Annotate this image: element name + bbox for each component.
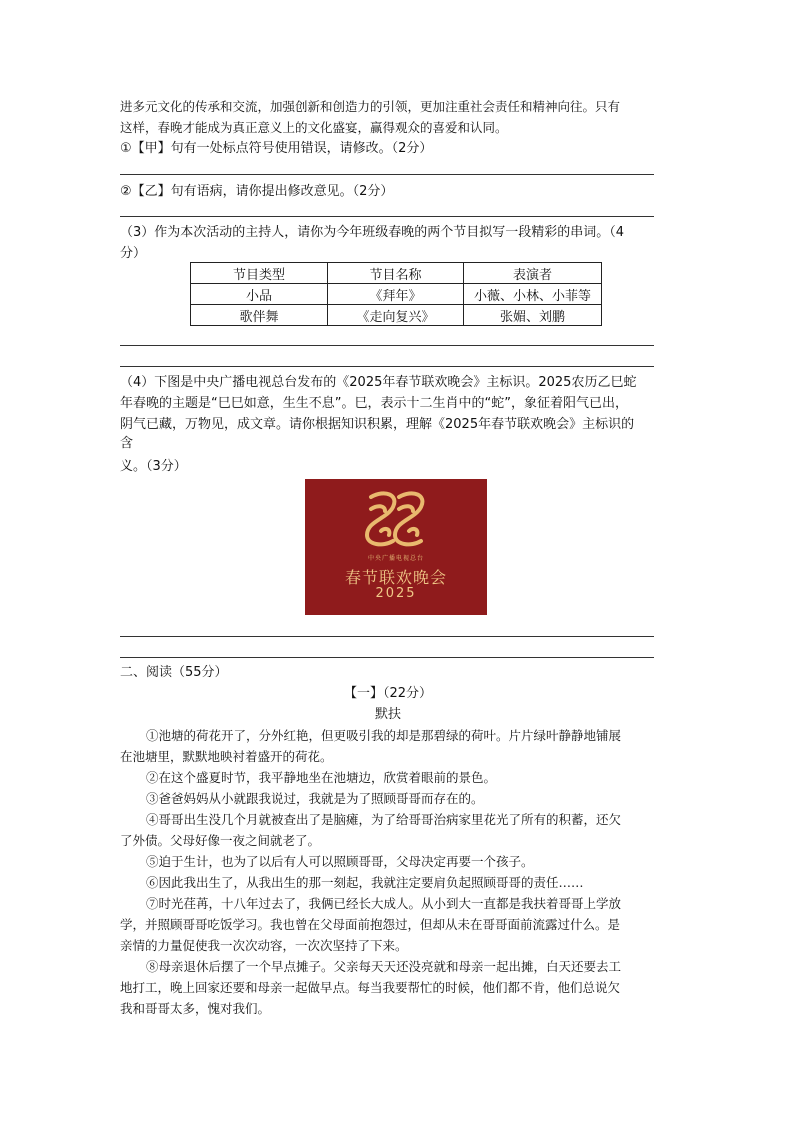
question-4-cont: 含 <box>120 436 134 451</box>
table-header: 节目类型 <box>191 263 328 284</box>
paragraph-line: ①池塘的荷花开了，分外红艳，但更吸引我的却是那碧绿的荷叶。片片绿叶静静地铺展 <box>146 728 622 743</box>
paragraph-line: ④哥哥出生没几个月就被查出了是脑瘫，为了给哥哥治病家里花光了所有的积蓄，还欠 <box>146 812 622 827</box>
paragraph-line: ⑤迫于生计，也为了以后有人可以照顾哥哥，父母决定再要一个孩子。 <box>146 854 534 869</box>
question-2: ②【乙】句有语病，请你提出修改意见。（2分） <box>120 184 394 199</box>
table-row <box>191 305 602 326</box>
paragraph-line: ⑧母亲退休后摆了一个早点摊子。父亲每天天还没亮就和母亲一起出摊，白天还要去工 <box>146 959 622 974</box>
question-1: ①【甲】句有一处标点符号使用错误，请修改。（2分） <box>120 141 433 156</box>
answer-line <box>120 216 654 217</box>
question-4-cont: 义。（3分） <box>120 459 187 474</box>
paragraph-line: ⑥因此我出生了，从我出生的那一刻起，我就注定要肩负起照顾哥哥的责任…… <box>146 875 584 890</box>
passage-line: 进多元文化的传承和交流，加强创新和创造力的引领，更加注重社会责任和精神向往。只有 <box>120 99 621 114</box>
table-cell: 歌伴舞 <box>191 305 328 326</box>
passage-title: 默扶 <box>374 707 401 722</box>
logo-gala-text: 春节联欢晚会 <box>344 568 447 587</box>
answer-line <box>120 657 654 658</box>
table-header: 表演者 <box>464 263 602 284</box>
table-cell: 张媚、刘鹏 <box>464 305 602 326</box>
table-cell: 《走向复兴》 <box>328 305 464 326</box>
program-table <box>190 262 602 326</box>
question-4: （4）下图是中央广播电视总台发布的《2025年春节联欢晚会》主标识。2025农历乙巳蛇 <box>120 375 637 390</box>
question-4-cont: 阴气已藏，万物见，成文章。请你根据知识积累，理解《2025年春节联欢晚会》主标识的 <box>120 417 635 432</box>
table-header: 节目名称 <box>328 263 464 284</box>
paragraph-line: 学，并照顾哥哥吃饭学习。我也曾在父母面前抱怨过，但却从未在哥哥面前流露过什么。是 <box>120 917 621 932</box>
table-cell: 小品 <box>191 284 328 305</box>
answer-line <box>120 636 654 637</box>
paragraph-line: 地打工，晚上回家还要和母亲一起做早点。每当我要帮忙的时候，他们都不肯，他们总说欠 <box>120 980 621 995</box>
paragraph-line: 我和哥哥太多，愧对我们。 <box>120 1001 271 1016</box>
answer-line <box>120 174 654 175</box>
table-cell: 《拜年》 <box>328 284 464 305</box>
spring-gala-logo <box>305 479 487 615</box>
paragraph-line: ⑦时光荏苒，十八年过去了，我俩已经长大成人。从小到大一直都是我扶着哥哥上学放 <box>146 896 622 911</box>
question-4-cont: 年春晚的主题是“巳巳如意，生生不息”。巳，表示十二生肖中的“蛇”，象征着阳气已出， <box>120 396 628 411</box>
paragraph-line: ③爸爸妈妈从小就跟我说过，我就是为了照顾哥哥而存在的。 <box>146 791 484 806</box>
question-3: （3）作为本次活动的主持人，请你为今年班级春晚的两个节目拟写一段精彩的串词。（4 <box>120 225 625 240</box>
answer-line <box>120 345 654 346</box>
passage-line: 这样，春晚才能成为真正意义上的文化盛宴，赢得观众的喜爱和认同。 <box>120 120 508 135</box>
question-3-cont: 分） <box>120 246 147 261</box>
logo-org-text: 中央广播电视总台 <box>367 555 424 562</box>
logo-year-text: 2025 <box>375 586 417 601</box>
paragraph-line: ②在这个盛夏时节，我平静地坐在池塘边，欣赏着眼前的景色。 <box>146 770 497 785</box>
table-header-row <box>191 263 602 284</box>
table-row <box>191 284 602 305</box>
part-heading: 【一】（22分） <box>343 686 433 701</box>
table-cell: 小薇、小林、小菲等 <box>464 284 602 305</box>
paragraph-line: 在池塘里，默默地映衬着盛开的荷花。 <box>120 749 333 764</box>
section-heading: 二、阅读（55分） <box>120 665 228 680</box>
paragraph-line: 亲情的力量促使我一次次动容，一次次坚持了下来。 <box>120 938 408 953</box>
paragraph-line: 了外债。父母好像一夜之间就老了。 <box>120 833 321 848</box>
answer-line <box>120 366 654 367</box>
